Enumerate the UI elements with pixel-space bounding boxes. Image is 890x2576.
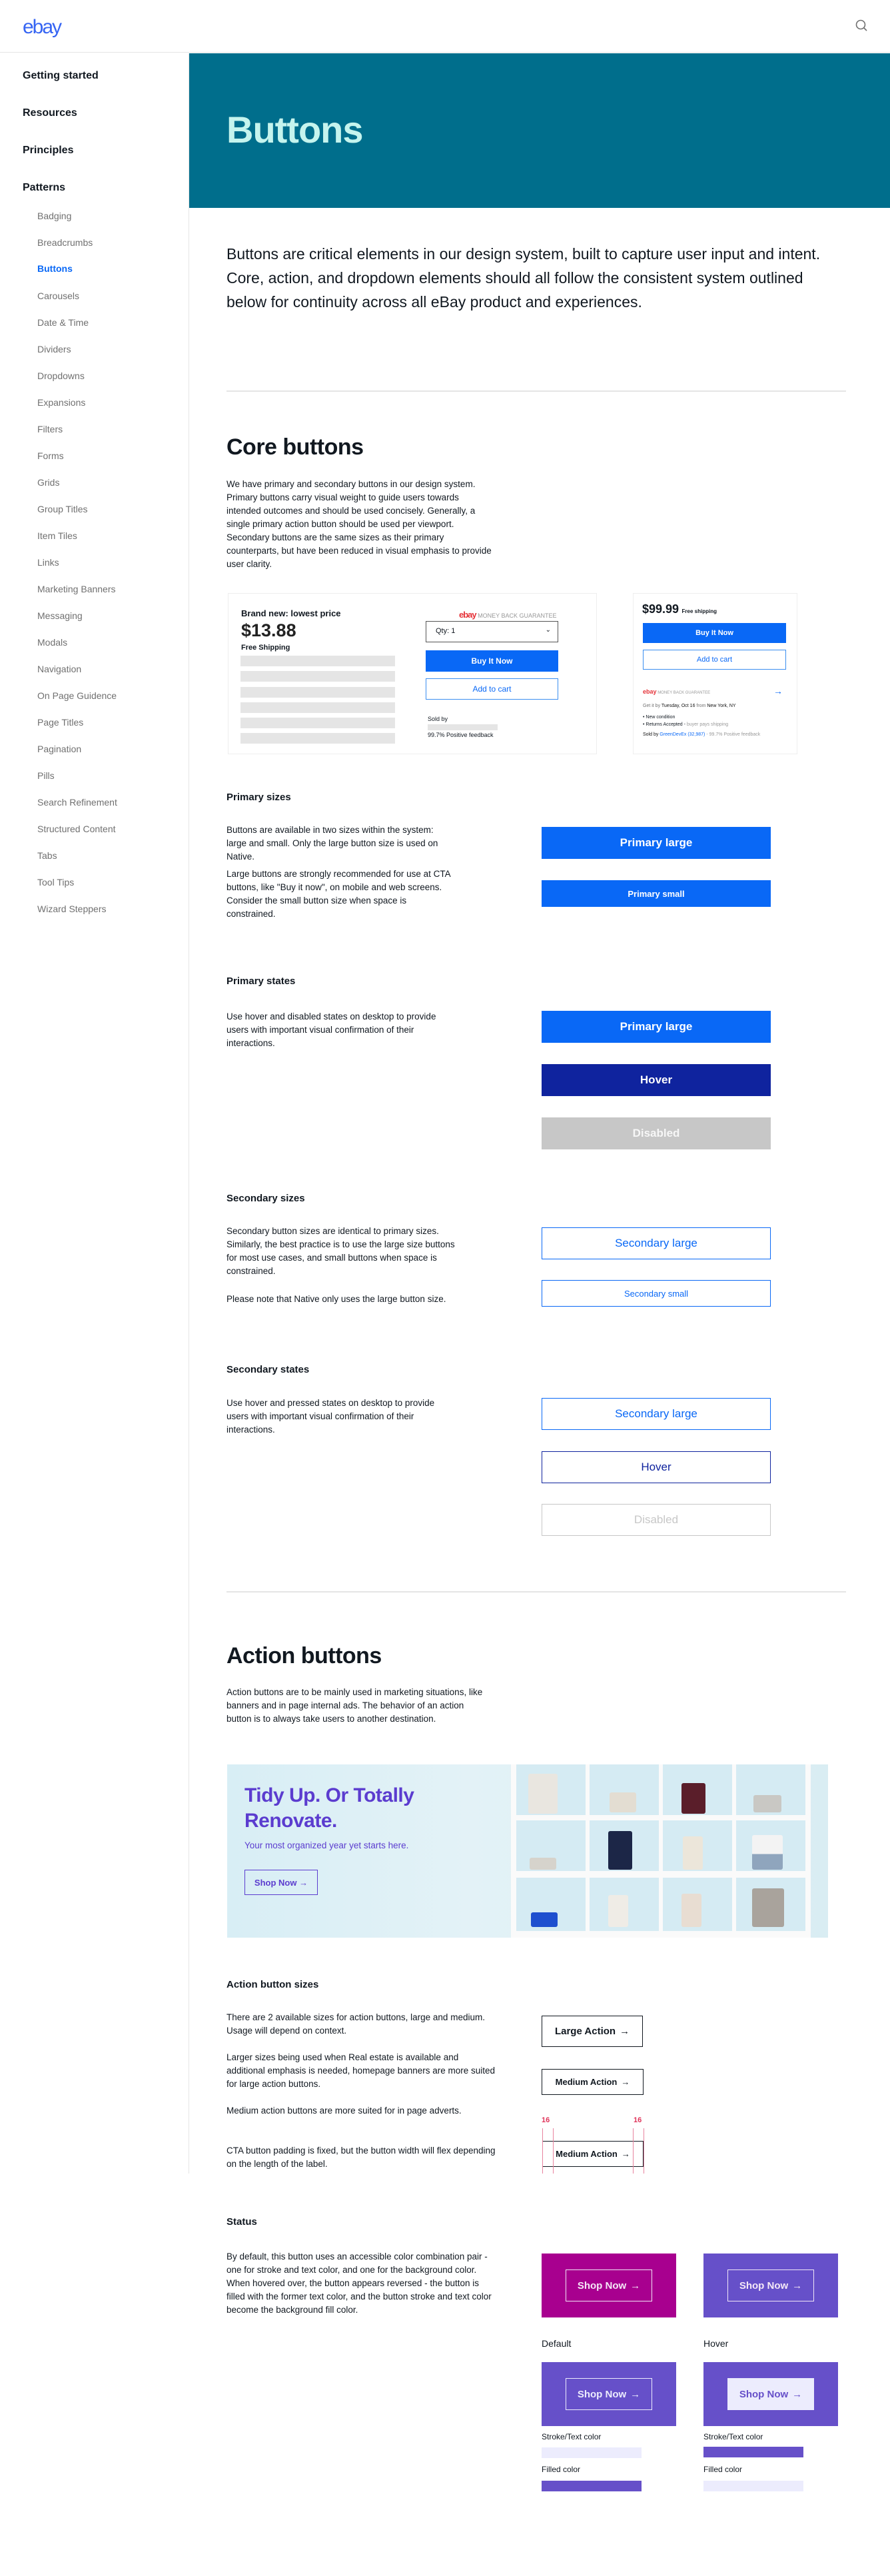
action-sizes-text-3: Medium action buttons are more suited for in page adverts.: [226, 2106, 462, 2116]
status-hover-tile: [703, 2254, 838, 2317]
skeleton-line: [240, 671, 395, 682]
hover-caption: Hover: [703, 2338, 729, 2349]
stroke-color-swatch: [703, 2447, 803, 2457]
silver-loafers: [753, 1795, 781, 1812]
bullet-condition: • New condition: [643, 715, 675, 720]
qty-value: Qty: 1: [436, 627, 456, 635]
shop-now-outline-button[interactable]: [566, 2378, 652, 2410]
large-action-button[interactable]: [542, 2016, 643, 2047]
guarantee-text: MONEY BACK GUARANTEE: [478, 612, 557, 619]
button-label: Large Action: [554, 2026, 616, 2037]
hero-banner: [189, 53, 890, 208]
seller-feedback: - 99.7% Positive feedback: [705, 732, 761, 737]
search-icon[interactable]: [855, 19, 869, 33]
button-label: Shop Now: [577, 2388, 627, 2400]
returns-strong: • Returns Accepted -: [643, 722, 687, 727]
delivery-info: [643, 704, 736, 708]
core-buttons-heading: Core buttons: [226, 434, 364, 460]
stroke-color-swatch: [542, 2447, 642, 2458]
sidebar-item-expansions[interactable]: Expansions: [37, 397, 86, 408]
fill-color-caption: Filled color: [542, 2465, 581, 2474]
sidebar-item-links[interactable]: Links: [37, 557, 59, 568]
primary-sizes-text-2: Large buttons are strongly recommended for use at CTA buttons, like "Buy it now", on mobile and web screens. Consider the small button size when space is constrained.: [226, 869, 450, 919]
sidebar-item-tabs[interactable]: Tabs: [37, 850, 57, 861]
default-caption: Default: [542, 2338, 572, 2349]
arrow-right-icon[interactable]: →: [773, 686, 783, 696]
button-label: Medium Action: [555, 2077, 618, 2087]
skeleton-line: [240, 702, 395, 713]
secondary-sizes-text-1: Secondary button sizes are identical to primary sizes. Similarly, the best practice is to use the large size buttons for most use cases, and small buttons when space is constrained.: [226, 1226, 455, 1276]
folded-jeans: [752, 1835, 783, 1870]
sidebar-nav: [0, 53, 189, 2174]
padding-guide-line: [553, 2128, 554, 2174]
sidebar-item-wizard-steppers[interactable]: Wizard Steppers: [37, 904, 107, 914]
secondary-disabled-button: Disabled: [542, 1504, 771, 1536]
primary-sizes-heading: Primary sizes: [226, 792, 291, 803]
delivery-date: Tuesday, Oct 16: [661, 704, 695, 708]
bullet-returns: [643, 722, 728, 727]
shoe-shelf-image: [511, 1764, 811, 1938]
money-back-guarantee: [459, 610, 557, 620]
intro-text: Buttons are critical elements in our design system, built to capture user input and intent. Core, action, and dropdown elements should all follow the consistent system outlined below for continuity across all eBay product and experiences.: [226, 245, 821, 311]
action-sizes-text-2: Larger sizes being used when Real estate is available and additional emphasis is needed, homepage banners are more suited for large action buttons.: [226, 2052, 496, 2089]
seller-skeleton: [428, 724, 498, 730]
ebay-logo[interactable]: ebay: [23, 16, 61, 38]
seller-prefix: Sold by: [643, 732, 660, 737]
qty-select[interactable]: [426, 621, 558, 642]
mobile-add-to-cart-button[interactable]: Add to cart: [643, 650, 786, 670]
padding-label-left: 16: [542, 2116, 550, 2124]
top-header: [0, 0, 890, 53]
primary-sizes-text-1: Buttons are available in two sizes within the system: large and small. Only the large button size is used on Native.: [226, 825, 438, 862]
navy-sandals: [608, 1831, 632, 1870]
action-buttons-heading: Action buttons: [226, 1643, 382, 1668]
padding-label-right: 16: [634, 2116, 642, 2124]
delivery-mid: from: [695, 704, 707, 708]
sidebar-item-navigation[interactable]: Navigation: [37, 664, 82, 674]
secondary-sizes-text-2: Please note that Native only uses the large button size.: [226, 1294, 446, 1304]
buy-it-now-button[interactable]: Buy It Now: [426, 650, 558, 672]
section-divider: [226, 1591, 846, 1593]
arrow-right-icon: →: [621, 2077, 630, 2087]
product-card-mobile: [634, 594, 797, 754]
primary-large-button[interactable]: Primary large: [542, 827, 771, 859]
stroke-color-caption: Stroke/Text color: [542, 2432, 602, 2441]
sidebar-item-tool-tips[interactable]: Tool Tips: [37, 877, 75, 888]
sidebar-item-modals[interactable]: Modals: [37, 637, 68, 648]
sidebar-item-dropdowns[interactable]: Dropdowns: [37, 370, 85, 381]
seller-info: [643, 731, 779, 738]
loafers: [610, 1792, 636, 1812]
sidebar-item-filters[interactable]: Filters: [37, 424, 63, 434]
white-heels: [608, 1895, 628, 1927]
action-sizes-text-1: There are 2 available sizes for action buttons, large and medium. Usage will depend on context.: [226, 2012, 485, 2036]
arrow-right-icon: →: [792, 2279, 803, 2291]
mobile-shipping: Free shipping: [681, 608, 717, 614]
section-divider: [226, 390, 846, 392]
sidebar-item-page-titles[interactable]: Page Titles: [37, 717, 84, 728]
page-title: Buttons: [226, 109, 363, 151]
card-shipping: Free Shipping: [241, 644, 290, 652]
sold-by-label: Sold by: [428, 716, 448, 722]
sidebar-item-patterns[interactable]: Patterns: [23, 182, 66, 193]
grey-booties: [752, 1888, 784, 1927]
primary-states-text: Use hover and disabled states on desktop to provide users with important visual confirmation of their interactions.: [226, 1011, 436, 1048]
medium-action-button[interactable]: [542, 2069, 644, 2095]
primary-hover-button[interactable]: Hover: [542, 1064, 771, 1096]
ebay-mini-logo: ebay: [643, 688, 657, 695]
banner-shop-now-button[interactable]: [244, 1870, 318, 1895]
sidebar-item-date-time[interactable]: Date & Time: [37, 317, 89, 328]
arrow-right-icon: →: [621, 2149, 630, 2159]
secondary-small-button[interactable]: Secondary small: [542, 1280, 771, 1307]
shop-now-default-button[interactable]: [566, 2269, 652, 2301]
button-label: Medium Action: [556, 2149, 618, 2159]
secondary-states-text: Use hover and pressed states on desktop to provide users with important visual confirmation of their interactions.: [226, 1398, 435, 1435]
skeleton-line: [240, 718, 395, 728]
primary-default-button[interactable]: Primary large: [542, 1011, 771, 1043]
blue-loafers: [531, 1912, 558, 1927]
arrow-right-icon: →: [620, 2026, 630, 2037]
cream-heels: [683, 1836, 703, 1870]
sidebar-item-badging[interactable]: Badging: [37, 211, 72, 221]
button-label: Shop Now: [577, 2279, 627, 2291]
card-heading: Brand new: lowest price: [241, 608, 341, 618]
padding-guide-line: [542, 2128, 543, 2174]
sidebar-item-structured-content[interactable]: Structured Content: [37, 824, 116, 834]
action-sizes-text-4: CTA button padding is fixed, but the button width will flex depending on the length of the label.: [226, 2146, 496, 2169]
fill-color-swatch: [703, 2481, 803, 2491]
sidebar-item-carousels[interactable]: Carousels: [37, 291, 80, 301]
core-buttons-text: We have primary and secondary buttons in our design system. Primary buttons carry visual weight to guide users towards intended outcomes and should be used concisely. Generally, a single primary action button should be used per viewport. Secondary buttons are the same sizes as their primary counterparts, but have been reduced in visual emphasis to provide user clarity.: [226, 479, 492, 569]
skeleton-line: [240, 656, 395, 666]
action-buttons-text: Action buttons are to be mainly used in marketing situations, like banners and in page internal ads. The behavior of an action button is to always take users to another destination.: [226, 1687, 483, 1724]
secondary-sizes-heading: Secondary sizes: [226, 1193, 305, 1204]
shop-now-reversed-button[interactable]: [727, 2378, 814, 2410]
sidebar-item-messaging[interactable]: Messaging: [37, 610, 83, 621]
button-label: Shop Now: [739, 2279, 789, 2291]
burgundy-heels: [681, 1783, 705, 1814]
mobile-guarantee: [643, 688, 710, 695]
primary-small-button[interactable]: Primary small: [542, 880, 771, 907]
secondary-large-button[interactable]: Secondary large: [542, 1227, 771, 1259]
sidebar-item-principles[interactable]: Principles: [23, 145, 74, 156]
arrow-right-icon: →: [792, 2388, 803, 2400]
sidebar-item-item-tiles[interactable]: Item Tiles: [37, 530, 77, 541]
mobile-buy-it-now-button[interactable]: Buy It Now: [643, 623, 786, 643]
shop-now-hover-button[interactable]: [727, 2269, 814, 2301]
sidebar-item-buttons[interactable]: Buttons: [37, 263, 73, 274]
sidebar-item-dividers[interactable]: Dividers: [37, 344, 71, 354]
add-to-cart-button[interactable]: Add to cart: [426, 678, 558, 700]
sidebar-item-getting-started[interactable]: Getting started: [23, 70, 99, 81]
padding-guide-line: [633, 2128, 634, 2174]
banner-title: Tidy Up. Or Totally Renovate.: [244, 1784, 414, 1832]
skeleton-line: [240, 687, 395, 698]
annotated-medium-action-button[interactable]: [542, 2141, 644, 2167]
sidebar-item-resources[interactable]: Resources: [23, 107, 77, 119]
button-label: Shop Now: [254, 1877, 297, 1888]
fill-color-caption: Filled color: [703, 2465, 743, 2474]
card-price: $13.88: [241, 620, 296, 640]
secondary-hover-button[interactable]: Hover: [542, 1451, 771, 1483]
guarantee-text: MONEY BACK GUARANTEE: [658, 691, 711, 695]
seller-link[interactable]: GreenDevEx (32,987): [660, 732, 705, 737]
sidebar-item-grids[interactable]: Grids: [37, 477, 60, 488]
primary-states-heading: Primary states: [226, 975, 296, 987]
stroke-color-caption: Stroke/Text color: [703, 2432, 763, 2441]
sidebar-item-pagination[interactable]: Pagination: [37, 744, 82, 754]
feedback-text: 99.7% Positive feedback: [428, 732, 494, 738]
sidebar-item-pills[interactable]: Pills: [37, 770, 55, 781]
strappy-heels: [681, 1894, 701, 1927]
arrow-right-icon: →: [630, 2388, 641, 2400]
ebay-mini-logo: ebay: [459, 610, 476, 620]
marketing-banner: [227, 1764, 828, 1938]
folded-clothes: [528, 1774, 558, 1814]
arrow-right-icon: →: [630, 2279, 641, 2291]
arrow-right-icon: →: [299, 1877, 308, 1888]
status-outline-tile: [542, 2362, 676, 2426]
returns-light: buyer pays shipping: [686, 722, 729, 727]
product-card-desktop: [228, 594, 596, 754]
fill-color-swatch: [542, 2481, 642, 2491]
banner-subtitle: Your most organized year yet starts here.: [244, 1840, 409, 1850]
button-label: Shop Now: [739, 2388, 789, 2400]
espadrilles: [530, 1858, 556, 1870]
sidebar-item-forms[interactable]: Forms: [37, 450, 64, 461]
primary-disabled-button: Disabled: [542, 1117, 771, 1149]
secondary-states-heading: Secondary states: [226, 1364, 310, 1375]
mobile-price: $99.99: [642, 602, 679, 616]
sidebar-item-search-refinement[interactable]: Search Refinement: [37, 797, 117, 808]
mobile-price-row: [642, 602, 717, 616]
status-text: By default, this button uses an accessible color combination pair - one for stroke and text color, and one for the background color. When hovered over, the button appears reversed - the button is filled with the former text color, and the button stroke and text color become the background fill color.: [226, 2252, 492, 2315]
delivery-place: New York, NY: [707, 704, 736, 708]
skeleton-line: [240, 733, 395, 744]
action-sizes-heading: Action button sizes: [226, 1979, 319, 1990]
sidebar-item-breadcrumbs[interactable]: Breadcrumbs: [37, 237, 93, 248]
delivery-prefix: Get it by: [643, 704, 662, 708]
sidebar-item-marketing-banners[interactable]: Marketing Banners: [37, 584, 116, 594]
status-reversed-tile: [703, 2362, 838, 2426]
status-default-tile: [542, 2254, 676, 2317]
sidebar-item-group-titles[interactable]: Group Titles: [37, 504, 88, 514]
status-heading: Status: [226, 2216, 257, 2228]
secondary-default-button[interactable]: Secondary large: [542, 1398, 771, 1430]
chevron-down-icon: ⌄: [545, 626, 551, 634]
sidebar-item-on-page-guidence[interactable]: On Page Guidence: [37, 690, 117, 701]
